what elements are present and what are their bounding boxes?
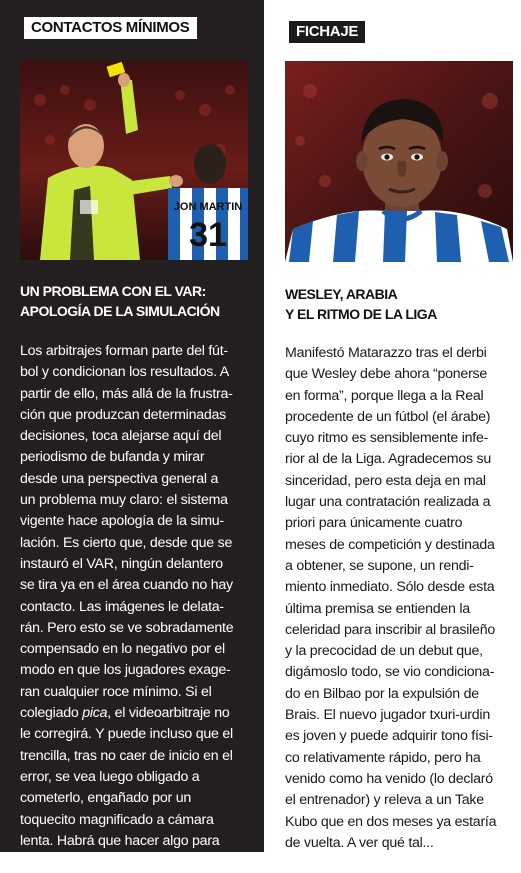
body-line: Los arbitrajes forman parte del fút- — [20, 343, 228, 359]
body-line: lenta. Habrá que hacer algo para — [20, 832, 220, 849]
body-line: última premisa se entienden la — [285, 600, 470, 617]
body-line: Kubo que en dos meses ya estaría — [285, 813, 497, 830]
body-line: celeridad para inscribir al brasileño — [285, 621, 495, 638]
section-tag-contactos-minimos: CONTACTOS MÍNIMOS — [24, 17, 197, 39]
body-line: el entrenador) y releva a un Take — [285, 792, 484, 809]
body-line: y la precocidad de un debut que, — [285, 643, 483, 660]
section-tag-fichaje: FICHAJE — [289, 21, 365, 43]
body-line: periodismo de bufanda y mirar — [20, 449, 205, 466]
photo-referee-yellow-card — [20, 60, 248, 260]
body-line: priori para únicamente cuatro — [285, 515, 463, 532]
body-line: partir de ello, más allá de la frustra- — [20, 385, 233, 402]
body-line: meses de competición y destinada — [285, 536, 495, 553]
body-line: instauró el VAR, ningún delantero — [20, 555, 223, 572]
body-text-italic: pica — [82, 705, 108, 722]
headline-line: UN PROBLEMA CON EL VAR: — [20, 283, 206, 299]
body-line-colegiado — [20, 703, 233, 724]
body-text-fragment: , el videoarbitraje no — [107, 705, 230, 722]
body-line: que Wesley debe ahora “ponerse — [285, 366, 488, 383]
body-line: es joven y puede adquirir tono físi- — [285, 728, 493, 745]
body-line: sinceridad, pero esta deja en mal — [285, 472, 486, 489]
body-line: lugar una contratación realizada a — [285, 494, 491, 511]
body-line: ción que produzcan determinadas — [20, 406, 226, 423]
body-line: a obtener, se supone, un rendi- — [285, 557, 474, 574]
article-body-var — [20, 341, 233, 873]
body-line: bol y condicionan los resultados. A — [20, 364, 229, 381]
body-line: Manifestó Matarazzo tras el derbi — [285, 345, 487, 361]
body-line: compensado en lo negativo por el — [20, 641, 225, 658]
body-line: ran cualquier roce mínimo. Si el — [20, 683, 212, 700]
headline-line: APOLOGÍA DE LA SIMULACIÓN — [20, 303, 220, 319]
body-line: toquecito magnificado a cámara — [20, 811, 214, 828]
body-line: Brais. El nuevo jugador txuri-urdin — [285, 707, 490, 724]
headline-line: WESLEY, ARABIA — [285, 286, 398, 302]
body-line: trencilla, tras no caer de inicio en el — [20, 747, 233, 764]
jersey-number-text: 31 — [189, 216, 227, 254]
headline-line: Y EL RITMO DE LA LIGA — [285, 306, 437, 322]
body-line: do en Bilbao por la expulsión de — [285, 685, 479, 702]
body-line: en forma”, porque llega a la Real — [285, 387, 484, 404]
body-line: desde una perspectiva general a — [20, 470, 219, 487]
body-line: un problema muy claro: el sistema — [20, 492, 228, 509]
body-line: vigente hace apología de la simu- — [20, 513, 224, 530]
column-opinion-fichaje — [264, 0, 521, 852]
body-line: de vuelta. A ver qué tal... — [285, 834, 434, 851]
body-line: cometerlo, engañado por un — [20, 790, 191, 807]
body-line: rán. Pero esto se ve sobradamente — [20, 619, 234, 636]
body-line: venido como ha venido (lo declaró — [285, 770, 493, 787]
body-line: rior al de la Liga. Agradecemos su — [285, 451, 492, 468]
body-line: cuyo ritmo es sensiblemente infe- — [285, 430, 489, 447]
body-line: se tira ya en el área cuando no hay — [20, 577, 233, 594]
body-line: miento inmediato. Sólo desde esta — [285, 579, 495, 596]
headline-wesley — [285, 284, 437, 324]
body-line: le corregirá. Y puede incluso que el — [20, 726, 233, 743]
body-line: procedente de un fútbol (el árabe) — [285, 408, 491, 425]
body-line: contacto. Las imágenes le delata- — [20, 598, 224, 615]
jersey-name-text: JON MARTIN — [173, 201, 243, 213]
body-line: no incentivar a los tramposos. — [20, 854, 201, 871]
photo-player-wesley — [285, 61, 513, 262]
body-line: error, se vea luego obligado a — [20, 768, 200, 785]
headline-var — [20, 281, 220, 321]
body-line: digámoslo todo, se vio condiciona- — [285, 664, 495, 681]
body-line: co relativamente rápido, pero ha — [285, 749, 481, 766]
article-body-wesley — [285, 343, 496, 854]
body-line: modo en que los jugadores exage- — [20, 662, 231, 679]
body-line: lación. Es cierto que, desde que se — [20, 534, 233, 551]
body-text-fragment: colegiado — [20, 705, 83, 722]
body-line: decisiones, toca alejarse aquí del — [20, 428, 222, 445]
